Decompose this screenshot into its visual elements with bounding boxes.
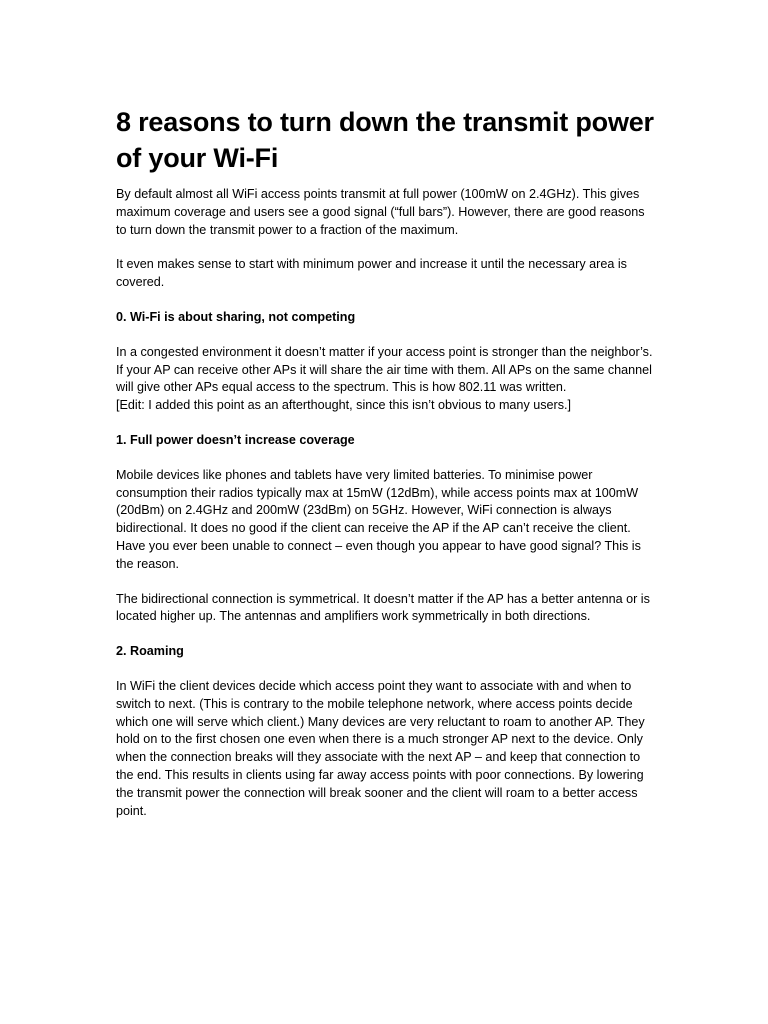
document-page [116, 104, 656, 837]
section-heading-roaming: 2. Roaming [116, 644, 184, 659]
intro-paragraph: It even makes sense to start with minimum power and increase it until the necessary area is covered. [116, 257, 627, 290]
section-paragraph: In a congested environment it doesn’t matter if your access point is stronger than the neighbor’s. If your AP can receive other APs it will share the air time with them. All APs on the same channel will give other APs equal access to the spectrum. This is how 802.11 was written. [Edit: I added this point as an afterthought, since this isn’t obvious to many users.] [116, 344, 653, 413]
section-heading-sharing: 0. Wi-Fi is about sharing, not competing [116, 309, 356, 324]
section-paragraph: In WiFi the client devices decide which access point they want to associate with and when to switch to next. (This is contrary to the mobile telephone network, where access points decide which one will serve which client.) Many devices are very reluctant to roam to another AP. They hold on to the first chosen one even when there is a much stronger AP next to the device. Only when the connection breaks will they associate with the next AP – and keep that connection to the end. This results in clients using far away access points with poor connections. By lowering the transmit power the connection will break sooner and the client will roam to a better access point. [116, 678, 645, 818]
section-paragraph: Mobile devices like phones and tablets have very limited batteries. To minimise power consumption their radios typically max at 15mW (12dBm), while access points max at 100mW (20dBm) on 2.4GHz and 200mW (23dBm) on 5GHz. However, WiFi connection is always bidirectional. It does no good if the client can receive the AP if the AP can’t receive the client. Have you ever been unable to connect – even though you appear to have good signal? This is the reason. [116, 467, 641, 571]
intro-paragraph: By default almost all WiFi access points transmit at full power (100mW on 2.4GHz). This gives maximum coverage and users see a good signal (“full bars”). However, there are good reasons to turn down the transmit power to a fraction of the maximum. [116, 187, 645, 237]
section-heading-coverage: 1. Full power doesn’t increase coverage [116, 432, 355, 447]
document-title: 8 reasons to turn down the transmit power of your Wi-Fi [116, 107, 654, 173]
section-paragraph: The bidirectional connection is symmetrical. It doesn’t matter if the AP has a better antenna or is located higher up. The antennas and amplifiers work symmetrically in both directions. [116, 591, 650, 624]
